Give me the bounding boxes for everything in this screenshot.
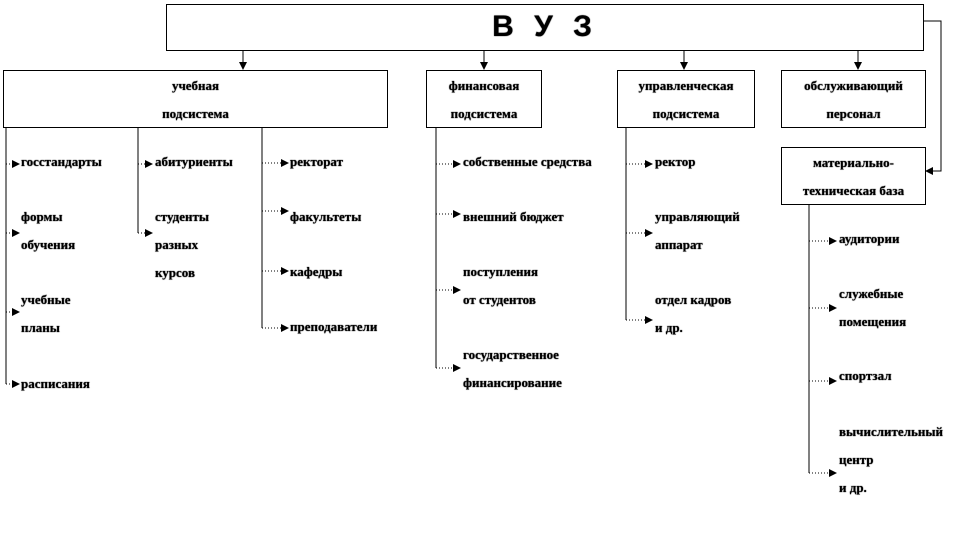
list-item xyxy=(463,258,538,314)
finance-subsystem-line-1: финансовая xyxy=(448,78,520,93)
list-item xyxy=(655,203,740,259)
service-staff-box xyxy=(781,70,926,128)
list-item xyxy=(21,203,75,259)
list-item xyxy=(463,341,562,397)
item-line: госстандарты xyxy=(21,154,102,169)
item-line: обучения xyxy=(21,237,76,252)
item-line: центр xyxy=(839,452,874,467)
item-line: вычислительный xyxy=(839,424,943,439)
material-base-line-1: материально- xyxy=(813,155,894,170)
list-item xyxy=(839,362,892,390)
list-item xyxy=(463,148,592,176)
material-base-line-2: техническая база xyxy=(802,183,905,198)
item-line: ректорат xyxy=(290,154,343,169)
education-subsystem-line-2: подсистема xyxy=(162,106,229,121)
item-line: отдел кадров xyxy=(655,292,732,307)
item-line: аппарат xyxy=(655,237,703,252)
list-item xyxy=(839,418,943,502)
list-item xyxy=(155,203,209,287)
item-line: финансирование xyxy=(463,375,562,390)
item-line: расписания xyxy=(21,376,90,391)
item-line: кафедры xyxy=(290,264,343,279)
list-item xyxy=(290,258,342,286)
item-line: факультеты xyxy=(290,209,362,224)
item-line: от студентов xyxy=(463,292,536,307)
list-item xyxy=(290,203,361,231)
item-line: аудитории xyxy=(839,231,900,246)
item-line: и др. xyxy=(839,480,867,495)
service-staff-line-1: обслуживающий xyxy=(804,78,903,93)
finance-subsystem-box xyxy=(426,70,542,128)
finance-subsystem-line-2: подсистема xyxy=(450,106,518,121)
list-item xyxy=(839,280,906,336)
list-item xyxy=(655,148,695,176)
item-line: спортзал xyxy=(839,368,892,383)
education-subsystem-box xyxy=(3,70,388,128)
list-item xyxy=(21,148,102,176)
list-item xyxy=(290,313,377,341)
item-line: курсов xyxy=(155,265,196,280)
item-line: служебные xyxy=(839,286,904,301)
education-subsystem-line-1: учебная xyxy=(171,78,220,93)
item-line: государственное xyxy=(463,347,559,362)
management-subsystem-line-1: управленческая xyxy=(638,78,734,93)
item-line: поступления xyxy=(463,264,539,279)
item-line: учебные xyxy=(21,292,71,307)
item-line: ректор xyxy=(655,154,696,169)
list-item xyxy=(155,148,233,176)
root-vuz-box xyxy=(166,4,924,51)
list-item xyxy=(463,203,564,231)
material-base-box xyxy=(781,147,926,205)
item-line: студенты xyxy=(155,209,210,224)
list-item xyxy=(839,225,900,253)
item-line: абитуриенты xyxy=(155,154,233,169)
item-line: преподаватели xyxy=(290,319,378,334)
list-item xyxy=(655,286,731,342)
item-line: формы xyxy=(21,209,63,224)
list-item xyxy=(21,370,90,398)
item-line: и др. xyxy=(655,320,683,335)
management-subsystem-box xyxy=(617,70,755,128)
service-staff-line-2: персонал xyxy=(826,106,881,121)
list-item xyxy=(21,286,71,342)
item-line: управляющий xyxy=(655,209,740,224)
management-subsystem-line-2: подсистема xyxy=(652,106,720,121)
item-line: разных xyxy=(155,237,199,252)
item-line: внешний бюджет xyxy=(463,209,564,224)
root-title: В У З xyxy=(492,10,598,43)
list-item xyxy=(290,148,343,176)
item-line: планы xyxy=(21,320,60,335)
item-line: собственные средства xyxy=(463,154,592,169)
item-line: помещения xyxy=(839,314,907,329)
